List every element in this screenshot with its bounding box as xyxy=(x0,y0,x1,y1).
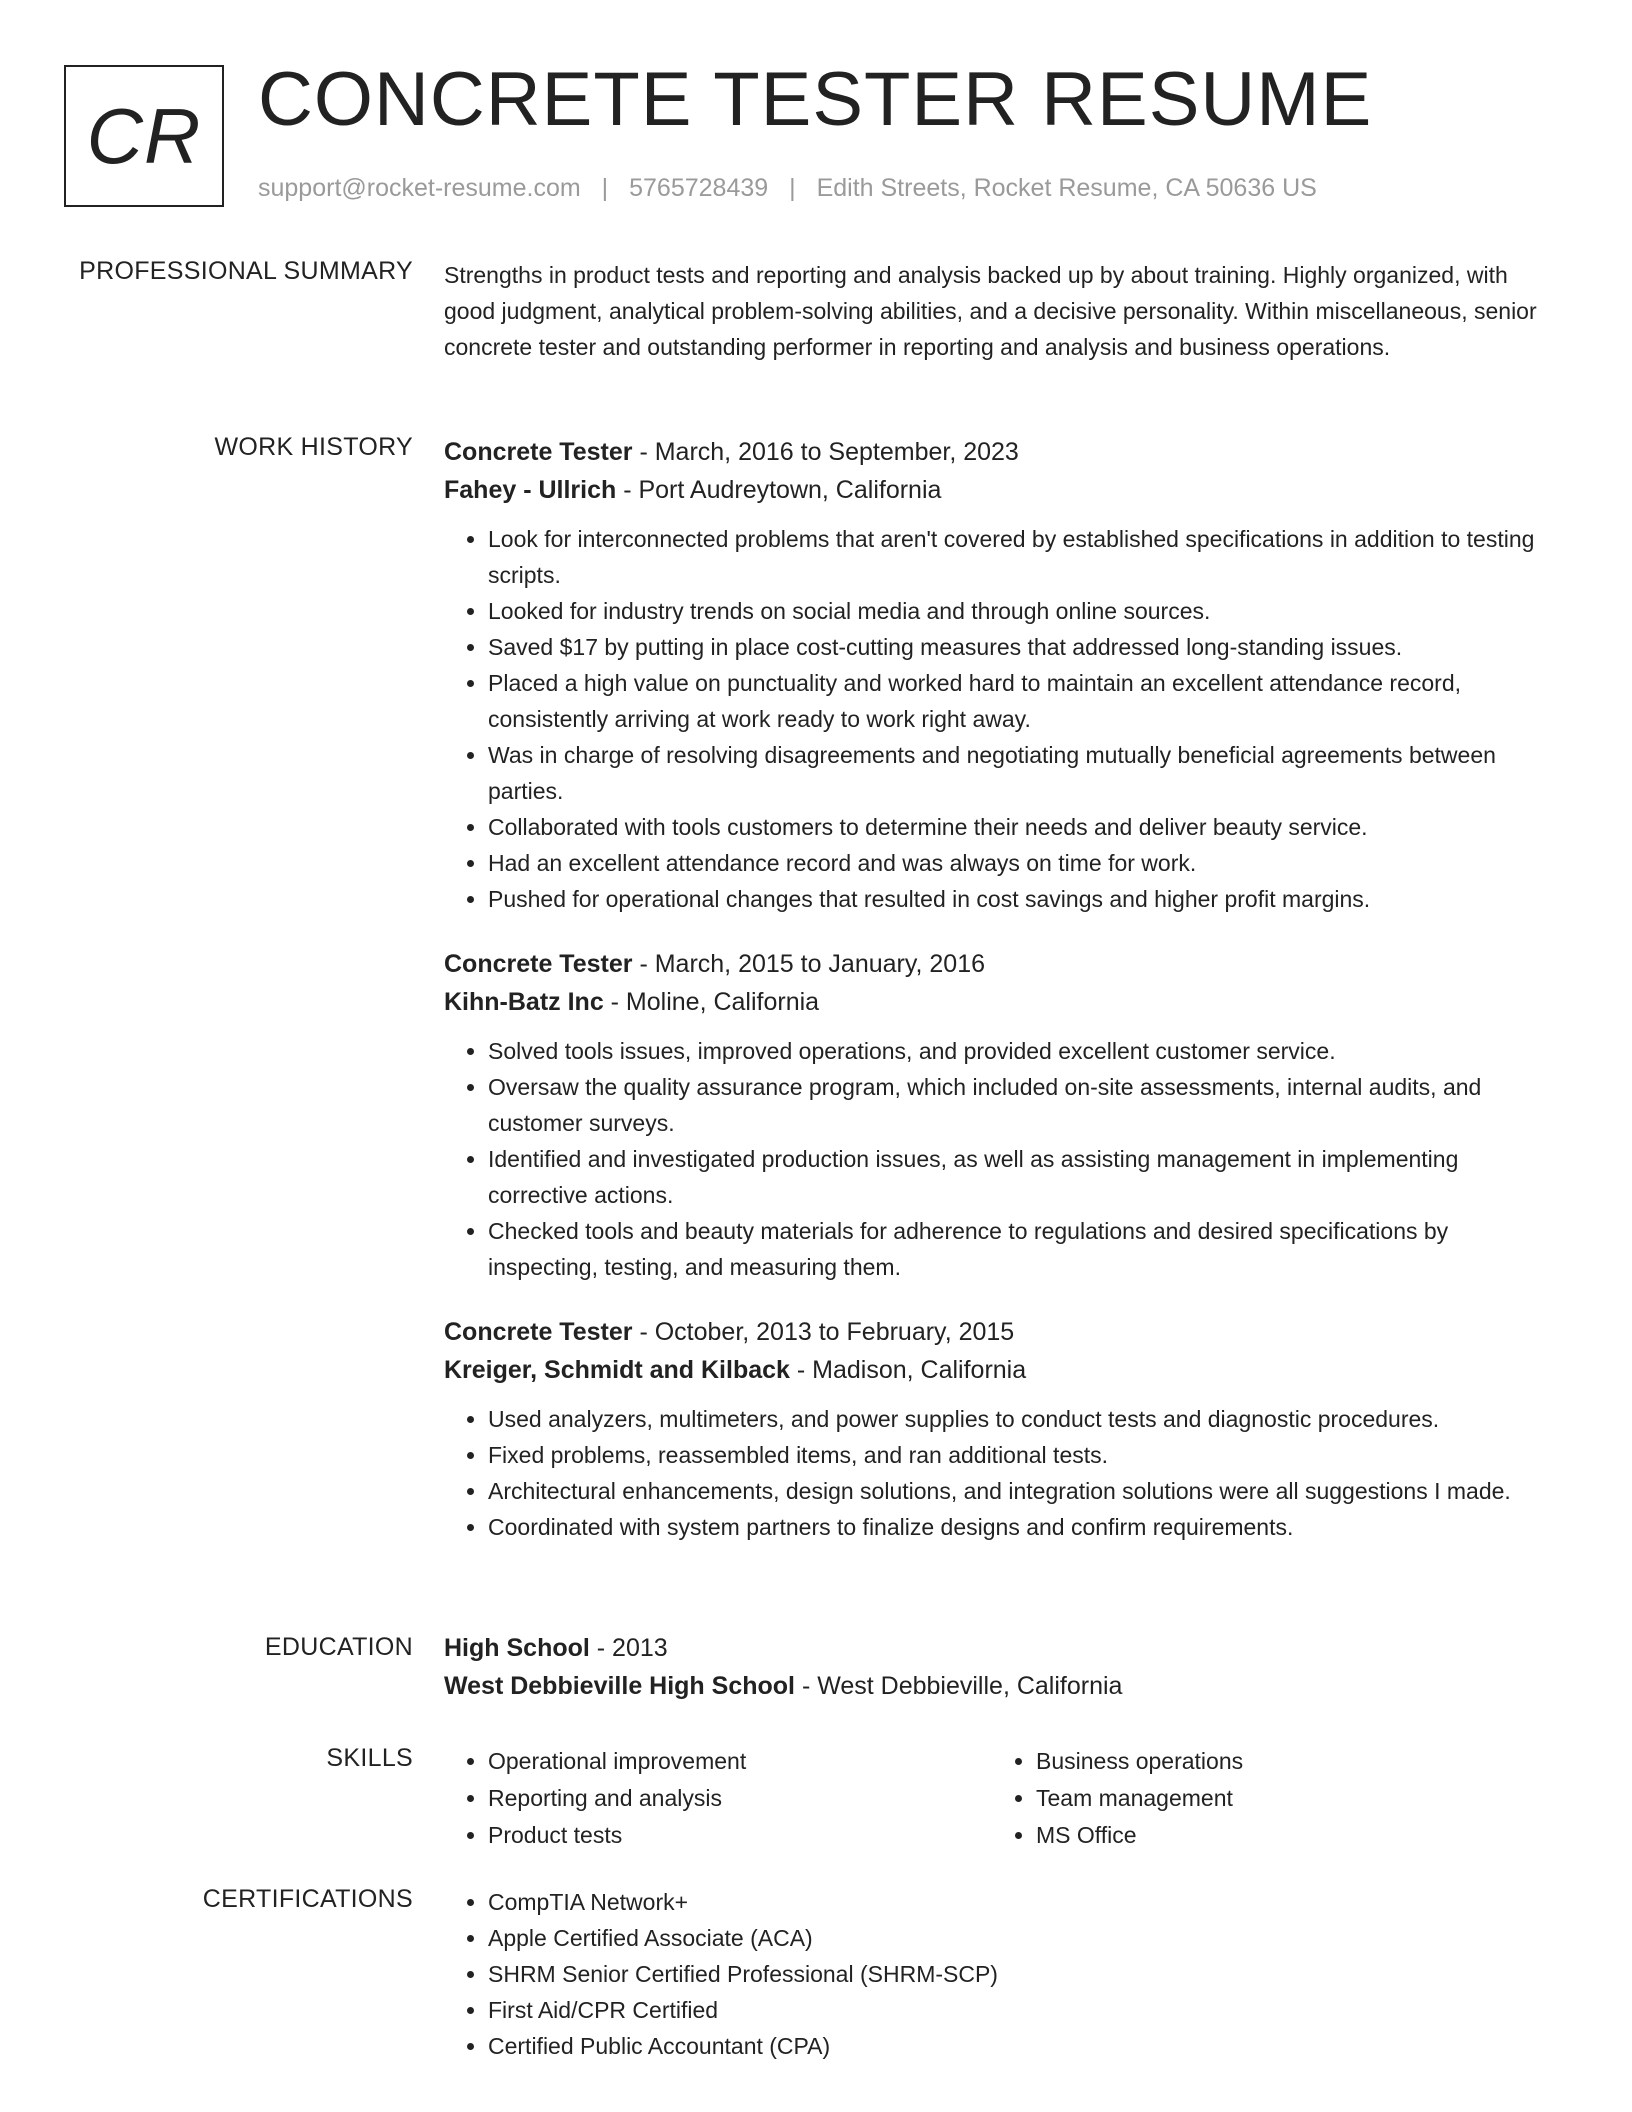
job-title-line xyxy=(444,433,1560,471)
summary-text: Strengths in product tests and reporting and analysis backed up by about training. Highly organized, with good judgment, analytical problem-solving abilities, and a decisive personality. Within miscellaneous, senior concrete tester and outstanding performer in reporting and analysis and business operations. xyxy=(444,262,1537,360)
summary-body xyxy=(444,257,1560,365)
education-school: West Debbieville High School xyxy=(444,1672,795,1700)
contact-address: Edith Streets, Rocket Resume, CA 50636 US xyxy=(816,174,1317,202)
list-item: • Had an excellent attendance record and was always on time for work. xyxy=(488,845,1560,881)
education-year: - 2013 xyxy=(589,1634,668,1662)
list-item: • Looked for industry trends on social media and through online sources. xyxy=(488,593,1560,629)
job-company: Kihn-Batz Inc xyxy=(444,988,604,1016)
contact-phone: 5765728439 xyxy=(629,174,769,202)
list-item: • Oversaw the quality assurance program, which included on-site assessments, internal audits, and customer surveys. xyxy=(488,1069,1560,1141)
contact-separator: | xyxy=(789,174,796,202)
job-location: - Madison, California xyxy=(789,1356,1027,1384)
list-item: • Identified and investigated production issues, as well as assisting management in implementing corrective actions. xyxy=(488,1141,1560,1213)
list-item: • Coordinated with system partners to finalize designs and confirm requirements. xyxy=(488,1509,1560,1545)
list-item: • Team management xyxy=(1036,1780,1540,1817)
contact-line xyxy=(258,174,1317,203)
list-item: • Was in charge of resolving disagreements and negotiating mutually beneficial agreements between parties. xyxy=(488,737,1560,809)
list-item: • Collaborated with tools customers to determine their needs and deliver beauty service. xyxy=(488,809,1560,845)
job-title-line xyxy=(444,945,1560,983)
job-entry xyxy=(444,945,1560,1285)
monogram: CR xyxy=(64,65,224,207)
job-bullets xyxy=(444,1401,1560,1545)
list-item: • Saved $17 by putting in place cost-cutting measures that addressed long-standing issues. xyxy=(488,629,1560,665)
list-item: • Architectural enhancements, design solutions, and integration solutions were all suggestions I made. xyxy=(488,1473,1560,1509)
list-item: • First Aid/CPR Certified xyxy=(488,1992,1560,2028)
section-label-skills: SKILLS xyxy=(326,1744,413,1772)
education-location: - West Debbieville, California xyxy=(795,1672,1123,1700)
job-company-line xyxy=(444,1351,1560,1389)
list-item: • MS Office xyxy=(1036,1817,1540,1854)
section-label-education: EDUCATION xyxy=(264,1633,413,1661)
education-degree: High School xyxy=(444,1634,590,1662)
list-item: • Reporting and analysis xyxy=(488,1780,992,1817)
job-location: - Moline, California xyxy=(603,988,820,1016)
education-degree-line xyxy=(444,1629,1560,1667)
list-item: • Used analyzers, multimeters, and power supplies to conduct tests and diagnostic procedures. xyxy=(488,1401,1560,1437)
education-school-line xyxy=(444,1667,1560,1705)
job-dates: - March, 2015 to January, 2016 xyxy=(632,950,986,978)
skills-body xyxy=(444,1743,1560,1854)
job-title: Concrete Tester xyxy=(444,438,633,466)
contact-email: support@rocket-resume.com xyxy=(258,174,581,202)
page-title: CONCRETE TESTER RESUME xyxy=(258,57,1373,142)
job-title: Concrete Tester xyxy=(444,1318,633,1346)
certifications-body xyxy=(444,1884,1560,2064)
job-dates: - October, 2013 to February, 2015 xyxy=(632,1318,1015,1346)
list-item: • Look for interconnected problems that aren't covered by established specifications in addition to testing scripts. xyxy=(488,521,1560,593)
work-body xyxy=(444,433,1560,1573)
job-bullets xyxy=(444,1033,1560,1285)
list-item: • Placed a high value on punctuality and worked hard to maintain an excellent attendance record, consistently arriving at work ready to work right away. xyxy=(488,665,1560,737)
list-item: • CompTIA Network+ xyxy=(488,1884,1560,1920)
list-item: • Solved tools issues, improved operations, and provided excellent customer service. xyxy=(488,1033,1560,1069)
skills-column-left xyxy=(444,1743,992,1854)
job-entry xyxy=(444,433,1560,917)
list-item: • Checked tools and beauty materials for adherence to regulations and desired specifications by inspecting, testing, and measuring them. xyxy=(488,1213,1560,1285)
list-item: • Business operations xyxy=(1036,1743,1540,1780)
list-item: • Apple Certified Associate (ACA) xyxy=(488,1920,1560,1956)
section-label-work: WORK HISTORY xyxy=(214,433,413,461)
job-dates: - March, 2016 to September, 2023 xyxy=(632,438,1019,466)
list-item: • Fixed problems, reassembled items, and ran additional tests. xyxy=(488,1437,1560,1473)
list-item: • SHRM Senior Certified Professional (SHRM-SCP) xyxy=(488,1956,1560,1992)
list-item: • Pushed for operational changes that resulted in cost savings and higher profit margins. xyxy=(488,881,1560,917)
job-location: - Port Audreytown, California xyxy=(616,476,942,504)
job-entry xyxy=(444,1313,1560,1545)
list-item: • Certified Public Accountant (CPA) xyxy=(488,2028,1560,2064)
section-label-certifications: CERTIFICATIONS xyxy=(202,1885,413,1913)
education-body xyxy=(444,1629,1560,1705)
list-item: • Operational improvement xyxy=(488,1743,992,1780)
section-label-summary: PROFESSIONAL SUMMARY xyxy=(79,257,413,285)
job-bullets xyxy=(444,521,1560,917)
skills-grid xyxy=(444,1743,1560,1854)
certifications-list xyxy=(444,1884,1560,2064)
skills-column-right xyxy=(992,1743,1540,1854)
job-company: Fahey - Ullrich xyxy=(444,476,617,504)
job-company-line xyxy=(444,471,1560,509)
job-company: Kreiger, Schmidt and Kilback xyxy=(444,1356,790,1384)
list-item: • Product tests xyxy=(488,1817,992,1854)
job-company-line xyxy=(444,983,1560,1021)
job-title-line xyxy=(444,1313,1560,1351)
job-title: Concrete Tester xyxy=(444,950,633,978)
contact-separator: | xyxy=(601,174,609,202)
